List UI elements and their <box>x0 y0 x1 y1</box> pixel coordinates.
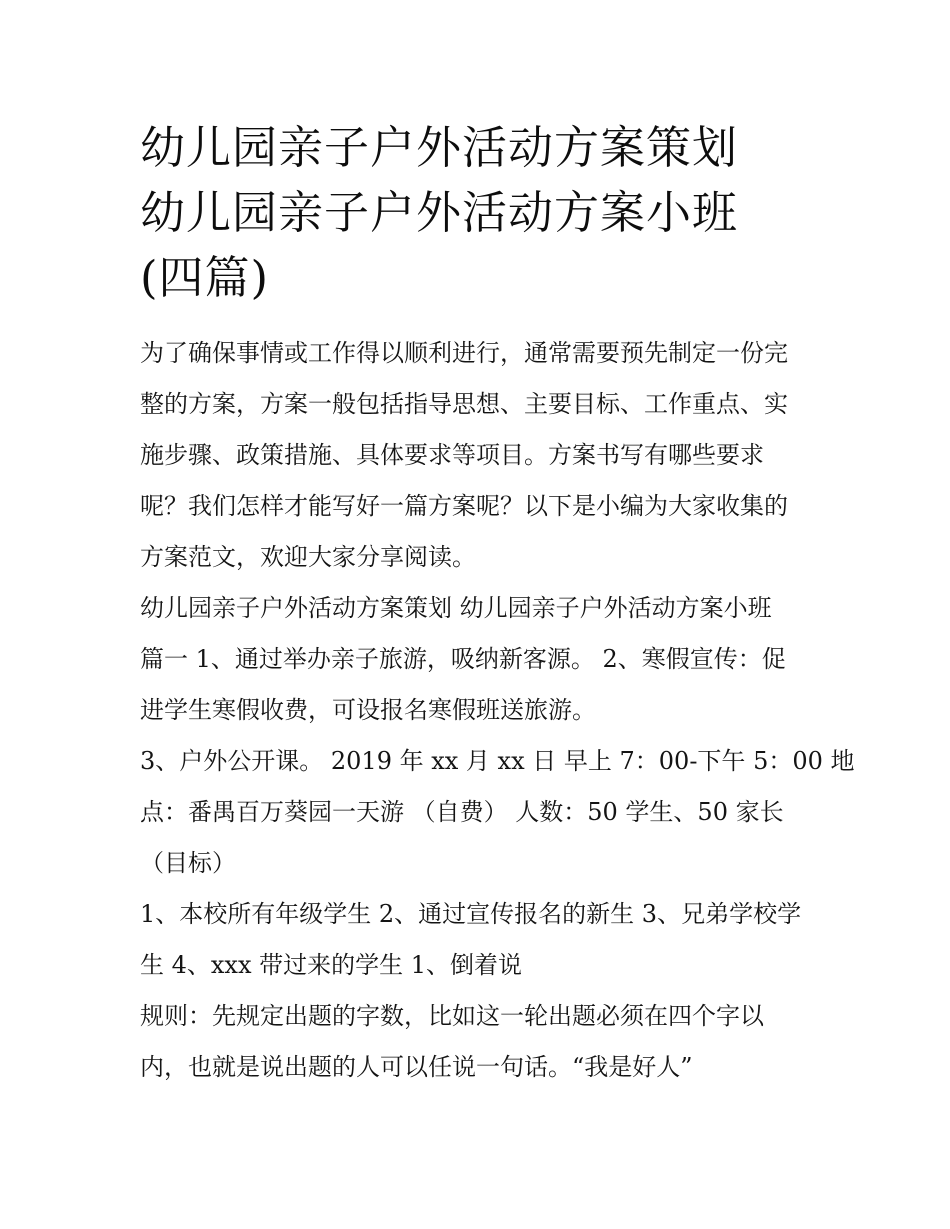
title-line-2: 幼儿园亲子户外活动方案小班 <box>140 186 739 239</box>
text-line: 方案范文，欢迎大家分享阅读。 <box>140 543 476 571</box>
text-line: 1、本校所有年级学生 2、通过宣传报名的新生 3、兄弟学校学 <box>140 900 802 928</box>
title-line-3: (四篇) <box>140 251 270 304</box>
text-line: 进学生寒假收费，可设报名寒假班送旅游。 <box>140 696 596 724</box>
text-line: 幼儿园亲子户外活动方案策划 幼儿园亲子户外活动方案小班 <box>140 594 772 622</box>
document-title <box>140 115 820 310</box>
paragraph-participants <box>140 889 820 991</box>
text-line: 点：番禺百万葵园一天游 （自费） 人数：50 学生、50 家长 <box>140 798 784 826</box>
text-line: 规则：先规定出题的字数，比如这一轮出题必须在四个字以 <box>140 1002 764 1030</box>
title-line-1: 幼儿园亲子户外活动方案策划 <box>140 121 739 174</box>
text-line: 整的方案，方案一般包括指导思想、主要目标、工作重点、实 <box>140 390 788 418</box>
text-line: 内，也就是说出题的人可以任说一句话。“我是好人” <box>140 1053 693 1081</box>
text-line: 施步骤、政策措施、具体要求等项目。方案书写有哪些要求 <box>140 441 764 469</box>
paragraph-section-one <box>140 583 820 736</box>
document-page <box>140 115 855 1093</box>
paragraph-intro <box>140 328 820 583</box>
text-line: 生 4、xxx 带过来的学生 1、倒着说 <box>140 951 523 979</box>
paragraph-rules <box>140 991 820 1093</box>
document-body <box>140 328 855 1093</box>
text-line: 3、户外公开课。 2019 年 xx 月 xx 日 早上 7：00-下午 5：00 地 <box>140 747 855 775</box>
text-line: （目标） <box>140 849 236 877</box>
paragraph-time-place <box>140 736 855 889</box>
text-line: 呢？我们怎样才能写好一篇方案呢？以下是小编为大家收集的 <box>140 492 788 520</box>
text-line: 为了确保事情或工作得以顺利进行，通常需要预先制定一份完 <box>140 339 788 367</box>
text-line: 篇一 1、通过举办亲子旅游，吸纳新客源。 2、寒假宣传：促 <box>140 645 786 673</box>
